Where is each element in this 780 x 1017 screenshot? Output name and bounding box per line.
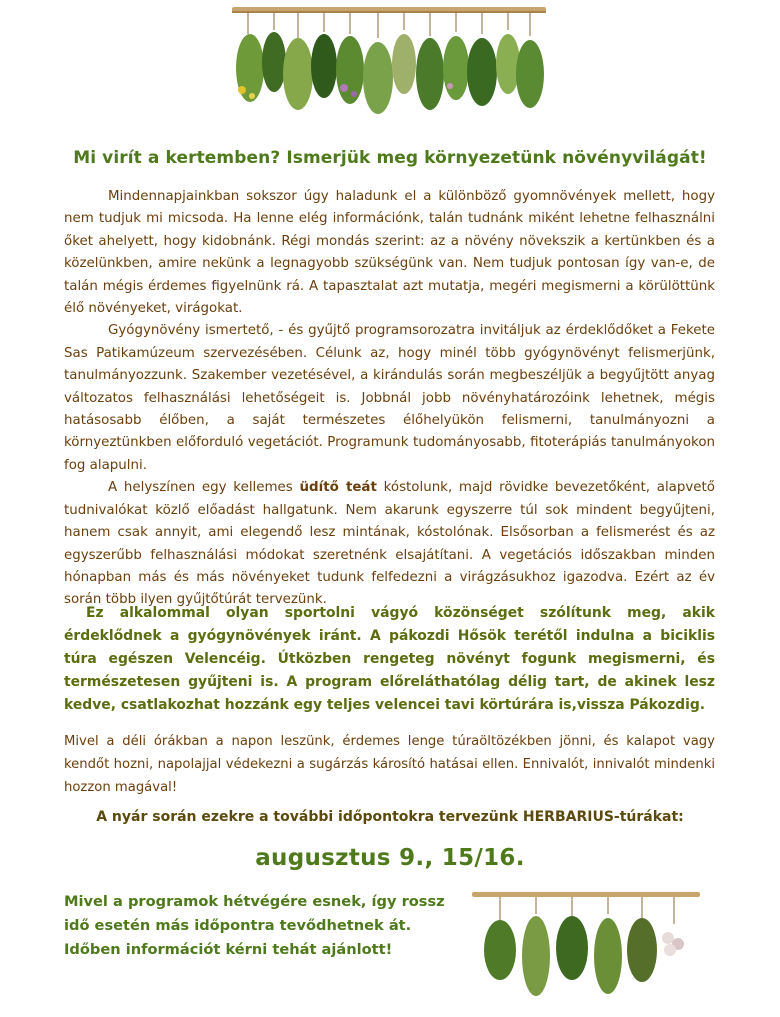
tea-text-after: kóstolunk, majd rövidke bevezetőként, alapvető tudnivalókat közlő előadást hallgatunk. Nem akarunk egyszerre túl sok mindent begyűjteni, hanem csak annyit, ami elegendő lesz mintának, kóstolónak. Elsősorban a felismerést és az egyszerűbb felhasználási módokat szeretnénk elsajátítani. A vegetációs időszakban minden hónapban más és más növényeket tudunk felfedezni a virágzásukhoz igazodva. Ezért az év során több ilyen gyűjtőtúrát tervezünk. <box>64 480 715 608</box>
closing-line-2: idő esetén más időpontra tevődhetnek át. <box>64 917 412 934</box>
paragraph-tea <box>64 477 715 611</box>
tea-highlight: üdítő teát <box>299 480 377 496</box>
closing-line-1: Mivel a programok hétvégére esnek, így rossz <box>64 893 445 910</box>
hanging-herbs-illustration-bottom <box>470 890 702 1010</box>
closing-note <box>64 890 464 962</box>
tour-description: Ez alkalommal olyan sportolni vágyó közönséget szólítunk meg, akik érdeklődnek a gyógynövények iránt. A pákozdi Hősök terétől indulna a biciklis túra egészen Velencéig. Útközben rengeteg növényt fogunk megismerni, és természetesen gyűjteni is. A program előreláthatólag délig tart, de akinek lesz kedve, csatlakozhat hozzánk egy teljes velencei tavi körtúrára is,vissza Pákozdig. <box>64 605 715 713</box>
page-title: Mi virít a kertemben? Ismerjük meg környezetünk növényvilágát! <box>73 148 707 168</box>
closing-line-3: Időben információt kérni tehát ajánlott! <box>64 941 393 958</box>
tea-text-before: A helyszínen egy kellemes <box>108 480 300 496</box>
advice-paragraph: Mivel a déli órákban a napon leszünk, érdemes lenge túraöltözékben jönni, és kalapot vagy kendőt hozni, napolajjal védekezni a sugárzás károsító hatásai ellen. Ennivalót, innivalót mindenki hozzon magával! <box>64 734 715 795</box>
hanging-herbs-illustration-top <box>228 4 550 128</box>
tour-dates: augusztus 9., 15/16. <box>255 845 525 871</box>
paragraph-intro: Mindennapjainkban sokszor úgy haladunk el a különböző gyomnövények mellett, hogy nem tudjuk mi micsoda. Ha lenne elég információnk, talán tudnánk miként lehetne felhasználni őket ahelyett, hogy kidobnánk. Régi mondás szerint: az a növény növekszik a kertünkben és a közelünkben, amire nekünk a legnagyobb szükségünk van. Nem tudjuk pontosan így van-e, de talán mégis érdemes figyelnünk rá. A tapasztalat azt mutatja, megéri megismerni a körülöttünk élő növényeket, virágokat. <box>64 189 715 317</box>
plan-heading: A nyár során ezekre a további időpontokra tervezünk HERBARIUS-túrákat: <box>96 809 684 825</box>
paragraph-program: Gyógynövény ismertető, - és gyűjtő programsorozatra invitáljuk az érdeklődőket a Fekete Sas Patikamúzeum szervezésében. Célunk az, hogy minél több gyógynövényt felismerjünk, tanulmányozzunk. Szakember vezetésével, a kirándulás során megbeszéljük a begyűjtött anyag változatos felhasználási lehetőségeit is. Jobbnál jobb növényhatározóink lehetnek, mégis hatásosabb élőben, a saját természetes élőhelyükön felismerni, tanulmányozni a környeztünkben előforduló vegetációt. Programunk tudományosabb, fitoterápiás tanulmányokon fog alapulni. <box>64 323 715 473</box>
intro-text <box>64 186 715 612</box>
